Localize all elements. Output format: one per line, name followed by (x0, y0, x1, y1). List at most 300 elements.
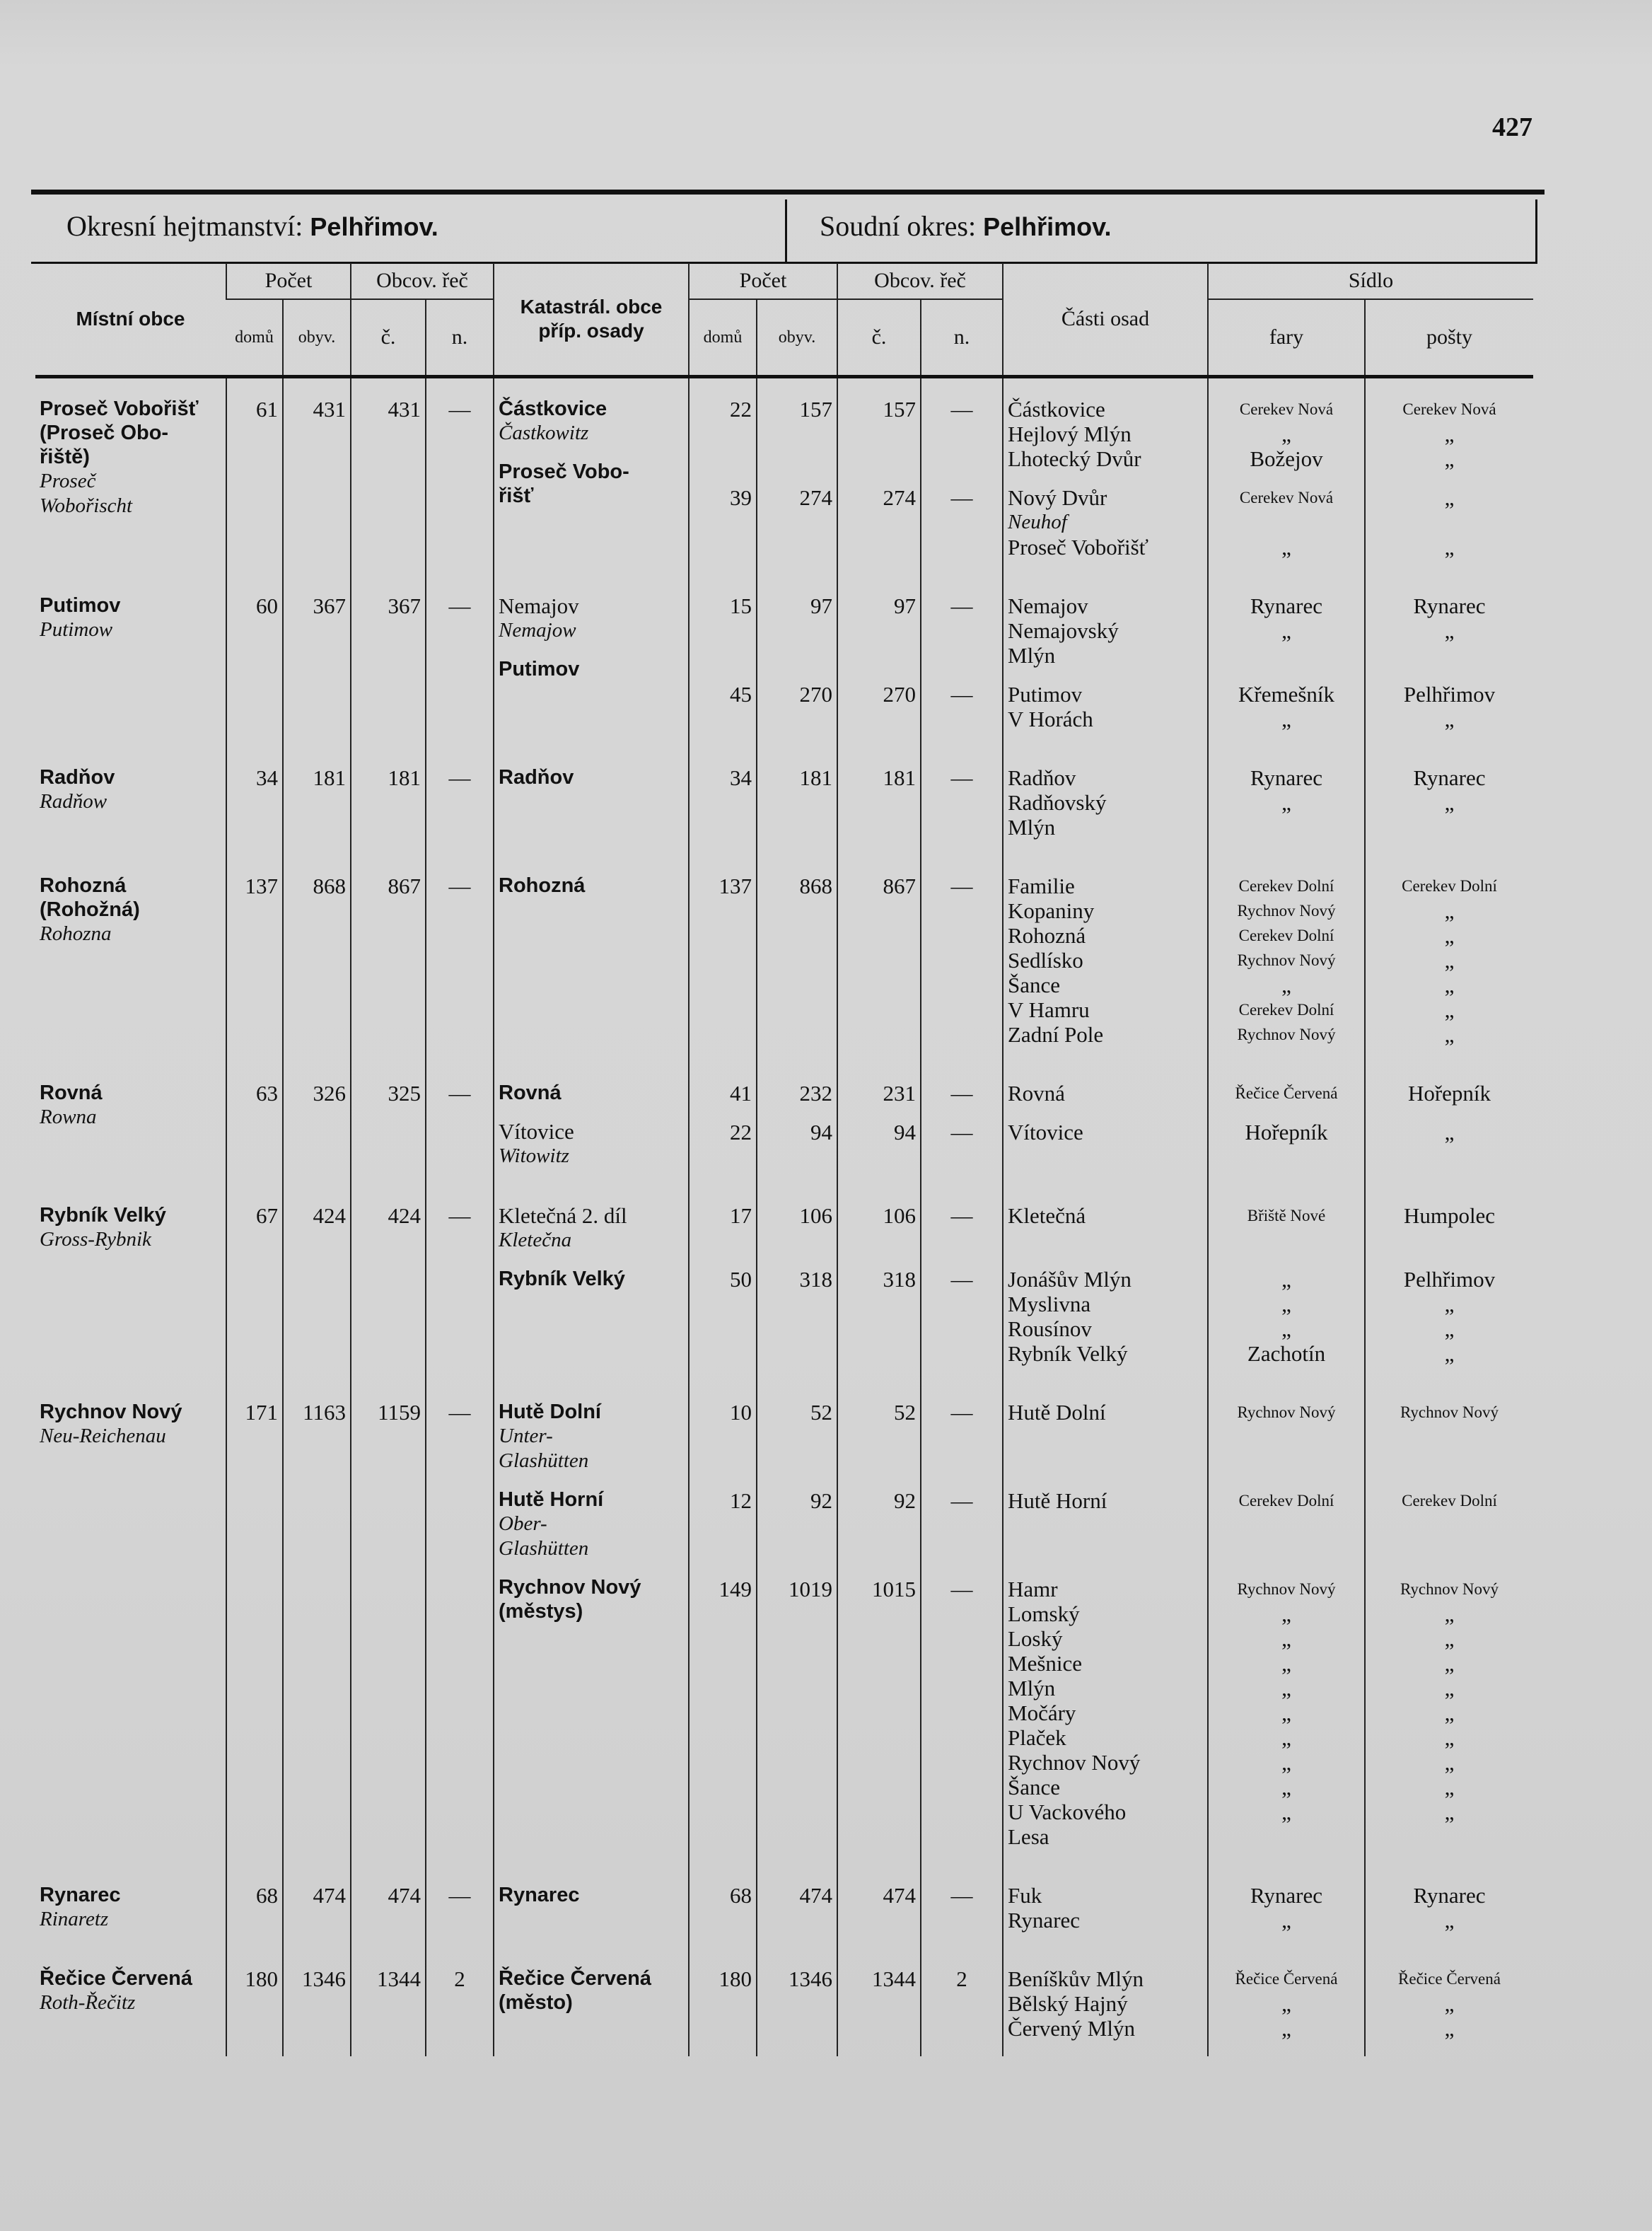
municipality-population-value: 1346 (302, 1966, 346, 1991)
spacer (1370, 1513, 1529, 1538)
municipality-czech-speakers-value: 181 (388, 765, 421, 790)
municipality-name: řiště) (40, 446, 90, 468)
cadastral-cell (494, 855, 689, 1062)
spacer (926, 1750, 998, 1775)
spacer (926, 1292, 998, 1316)
post-office-value: „ (1444, 1700, 1455, 1725)
spacer (842, 1474, 916, 1488)
cadastral-domu-value: 50 (730, 1267, 752, 1292)
post-office-value: „ (1444, 1626, 1455, 1651)
settlement-part: Lesa (1008, 1824, 1049, 1849)
municipality-population (283, 1185, 351, 1381)
spacer (762, 1800, 832, 1824)
municipality-population (283, 1865, 351, 1948)
cadastral-obyv-value: 868 (799, 874, 832, 898)
municipality-german-speakers-value: — (448, 1400, 471, 1425)
spacer (926, 1425, 998, 1449)
spacer (762, 446, 832, 471)
parish-cell (1208, 1948, 1365, 2056)
parish-value: „ (1281, 707, 1291, 731)
cadastral-name: Hutě Horní (499, 1488, 604, 1511)
spacer (926, 1626, 998, 1651)
cadastral-c-value: 1015 (872, 1577, 916, 1601)
post-office-value: Pelhřimov (1403, 682, 1496, 707)
spacer (762, 790, 832, 815)
spacer (926, 948, 998, 973)
spacer (926, 2016, 998, 2041)
municipality-czech-speakers (351, 1948, 426, 2056)
spacer (694, 1750, 752, 1775)
cadastral-houses (689, 1865, 757, 1948)
municipality-czech-speakers (351, 575, 426, 747)
municipality-name: Rychnov Nový (40, 1401, 182, 1423)
spacer (842, 948, 916, 973)
spacer (762, 1253, 832, 1267)
spacer (694, 422, 752, 446)
post-office-value: „ (1444, 1341, 1455, 1366)
spacer (1213, 1538, 1360, 1563)
district-value: Pelhřimov. (310, 212, 438, 241)
spacer (499, 1253, 684, 1267)
cadastral-domu-value: 22 (730, 397, 752, 422)
post-office-value: „ (1444, 1750, 1455, 1775)
municipality-german-speakers (426, 855, 494, 1062)
municipality-population (283, 747, 351, 855)
parish-cell (1208, 855, 1365, 1062)
col-n-2: n. (921, 299, 1003, 377)
settlement-part: Rynarec (1008, 1908, 1081, 1932)
cadastral-german-name: Častkowitz (499, 422, 589, 444)
municipality-population (283, 377, 351, 576)
spacer (926, 618, 998, 643)
spacer (694, 1626, 752, 1651)
col-pocet-2: Počet (689, 263, 837, 299)
parish-value: Cerekev Nová (1239, 489, 1334, 506)
parish-value: „ (1281, 422, 1291, 446)
parish-value: „ (1281, 973, 1291, 997)
post-office-value: „ (1444, 422, 1455, 446)
post-office-value: Rynarec (1413, 765, 1486, 790)
col-domu-1: domů (226, 299, 283, 377)
spacer (842, 1449, 916, 1474)
spacer (762, 1824, 832, 1849)
post-office-value: „ (1444, 1292, 1455, 1316)
spacer (1008, 1145, 1203, 1169)
spacer (842, 1775, 916, 1800)
settlement-part: Hamr (1008, 1577, 1058, 1601)
cadastral-n-value: — (950, 397, 973, 422)
spacer (926, 1908, 998, 1932)
spacer (842, 618, 916, 643)
col-posty: pošty (1365, 299, 1533, 377)
parish-value: Řečice Červená (1235, 1970, 1338, 1988)
municipality-cell (35, 1381, 226, 1865)
parish-value: „ (1281, 1800, 1291, 1824)
municipality-german-speakers-value: — (448, 874, 471, 898)
settlement-part: Rohozná (1008, 923, 1086, 948)
settlement-part: Vítovice (1008, 1120, 1083, 1145)
post-office-value: „ (1444, 997, 1455, 1022)
spacer (1008, 1253, 1203, 1267)
cadastral-name: Kletečná 2. díl (499, 1203, 627, 1228)
spacer (1008, 668, 1203, 682)
spacer (694, 446, 752, 471)
municipality-population-value: 474 (313, 1883, 346, 1908)
municipality-population (283, 1062, 351, 1185)
cadastral-cell (494, 1381, 689, 1865)
cadastral-population (757, 1381, 837, 1865)
municipality-german-speakers-value: — (448, 397, 471, 422)
municipality-population-value: 868 (313, 874, 346, 898)
spacer (762, 815, 832, 840)
municipality-german-speakers-value: — (448, 1203, 471, 1228)
spacer (842, 1538, 916, 1563)
spacer (842, 1800, 916, 1824)
spacer (762, 1474, 832, 1488)
spacer (842, 1316, 916, 1341)
spacer (762, 1513, 832, 1538)
post-office-value: „ (1444, 790, 1455, 815)
cadastral-german (921, 855, 1003, 1062)
cadastral-houses (689, 1948, 757, 2056)
post-office-cell (1365, 1185, 1533, 1381)
parish-value: Rychnov Nový (1237, 951, 1336, 969)
spacer (694, 1991, 752, 2016)
cadastral-cell (494, 747, 689, 855)
municipality-population-value: 424 (313, 1203, 346, 1228)
municipality-name: Rybník Velký (40, 1204, 166, 1227)
municipality-german-name: Proseč (40, 470, 96, 492)
parish-value: „ (1281, 1267, 1291, 1292)
settlement-part: Hutě Horní (1008, 1488, 1107, 1513)
post-office-value: „ (1444, 1676, 1455, 1700)
post-office-value: Rychnov Nový (1400, 1580, 1499, 1598)
parish-value: „ (1281, 1316, 1291, 1341)
post-office-cell (1365, 1865, 1533, 1948)
municipality-german-name: Rohozna (40, 922, 112, 945)
court-header (787, 199, 1537, 264)
spacer (926, 815, 998, 840)
cadastral-name: Rohozná (499, 874, 586, 897)
cadastral-german (921, 1185, 1003, 1381)
settlement-part: Hejlový Mlýn (1008, 422, 1132, 446)
spacer (694, 1228, 752, 1253)
post-office-value: „ (1444, 446, 1455, 471)
cadastral-german (921, 377, 1003, 576)
spacer (762, 510, 832, 535)
spacer (926, 1824, 998, 1849)
post-office-value: Cerekev Dolní (1402, 1492, 1497, 1509)
spacer (926, 1106, 998, 1120)
spacer (842, 1601, 916, 1626)
municipality-name: Rovná (40, 1082, 103, 1104)
cadastral-obyv-value: 318 (799, 1267, 832, 1292)
spacer (762, 535, 832, 560)
cadastral-german-name: Witowitz (499, 1145, 569, 1167)
parish-value (1213, 643, 1360, 668)
municipality-name: Řečice Červená (40, 1967, 193, 1990)
settlement-part: Červený Mlýn (1008, 2016, 1135, 2041)
parish-value: Cerekev Nová (1239, 400, 1334, 418)
table-row (35, 747, 1533, 855)
spacer (926, 668, 998, 682)
spacer (762, 1341, 832, 1366)
spacer (762, 1908, 832, 1932)
cadastral-n-value: — (950, 765, 973, 790)
parish-value: „ (1281, 1626, 1291, 1651)
spacer (1213, 1474, 1360, 1488)
parish-value: „ (1281, 1292, 1291, 1316)
cadastral-german (921, 575, 1003, 747)
post-office-value: Humpolec (1403, 1203, 1496, 1228)
spacer (694, 1601, 752, 1626)
spacer (1370, 1145, 1529, 1169)
post-office-value: „ (1444, 1120, 1455, 1145)
cadastral-domu-value: 45 (730, 682, 752, 707)
municipality-population-value: 431 (313, 397, 346, 422)
spacer (762, 973, 832, 997)
spacer (1370, 1425, 1529, 1449)
municipality-houses-value: 60 (256, 593, 278, 618)
spacer (842, 1725, 916, 1750)
municipality-german-name: Roth-Řečitz (40, 1991, 136, 2014)
settlement-part: Plaček (1008, 1725, 1066, 1750)
spacer (926, 1022, 998, 1047)
col-obcov-2: Obcov. řeč (837, 263, 1003, 299)
spacer (926, 923, 998, 948)
municipality-name: Putimov (40, 594, 121, 617)
spacer (694, 1651, 752, 1676)
municipality-czech-speakers-value: 867 (388, 874, 421, 898)
spacer (694, 618, 752, 643)
spacer (926, 446, 998, 471)
municipality-german-speakers (426, 747, 494, 855)
spacer (926, 898, 998, 923)
cadastral-n-value: — (950, 874, 973, 898)
spacer (694, 1292, 752, 1316)
cadastral-name: (městys) (499, 1600, 583, 1623)
municipality-czech-speakers (351, 855, 426, 1062)
cadastral-houses (689, 855, 757, 1062)
cadastral-german (921, 1865, 1003, 1948)
settlement-part: Kopaniny (1008, 898, 1095, 923)
municipality-german-name: Putimow (40, 618, 113, 641)
parish-value: Rychnov Nový (1237, 1403, 1336, 1421)
settlement-parts (1003, 747, 1208, 855)
spacer (926, 1474, 998, 1488)
municipality-czech-speakers (351, 1381, 426, 1865)
spacer (762, 707, 832, 731)
settlement-part: Bělský Hajný (1008, 1991, 1128, 2016)
spacer (842, 2016, 916, 2041)
municipality-czech-speakers (351, 1865, 426, 1948)
spacer (842, 923, 916, 948)
municipality-houses-value: 68 (256, 1883, 278, 1908)
spacer (1213, 1253, 1360, 1267)
spacer (694, 1145, 752, 1169)
municipality-czech-speakers-value: 367 (388, 593, 421, 618)
spacer (1370, 1449, 1529, 1474)
post-office-value: „ (1444, 1775, 1455, 1800)
municipality-population-value: 326 (313, 1081, 346, 1106)
cadastral-german-name: Glashütten (499, 1537, 589, 1560)
spacer (694, 2016, 752, 2041)
spacer (842, 815, 916, 840)
cadastral-czech (837, 575, 921, 747)
cadastral-german (921, 1948, 1003, 2056)
spacer (842, 898, 916, 923)
spacer (694, 1538, 752, 1563)
post-office-value: „ (1444, 485, 1455, 510)
spacer (694, 471, 752, 485)
settlement-part: Beníškův Mlýn (1008, 1966, 1144, 1991)
table-row (35, 575, 1533, 747)
settlement-parts (1003, 855, 1208, 1062)
post-office-value: Cerekev Dolní (1402, 877, 1497, 895)
spacer (1008, 1425, 1203, 1449)
cadastral-houses (689, 575, 757, 747)
cadastral-name: Částkovice (499, 398, 607, 420)
spacer (762, 1563, 832, 1577)
municipality-czech-speakers-value: 1344 (377, 1966, 421, 1991)
post-office-value: Rynarec (1413, 1883, 1486, 1908)
spacer (694, 948, 752, 973)
post-office-value: „ (1444, 1651, 1455, 1676)
cadastral-name: Hutě Dolní (499, 1401, 601, 1423)
post-office-value: „ (1444, 1800, 1455, 1824)
settlement-part: Neuhof (1008, 511, 1067, 533)
spacer (694, 1908, 752, 1932)
municipality-population (283, 1948, 351, 2056)
spacer (926, 1253, 998, 1267)
municipality-houses-value: 137 (245, 874, 278, 898)
spacer (842, 1106, 916, 1120)
parish-value: Křemešník (1238, 682, 1335, 707)
cadastral-n-value: — (950, 485, 973, 510)
parish-value: Rychnov Nový (1237, 1026, 1336, 1043)
cadastral-german (921, 1381, 1003, 1865)
parish-value: Břiště Nové (1247, 1207, 1326, 1224)
parish-value: „ (1281, 1750, 1291, 1775)
cadastral-cell (494, 1185, 689, 1381)
parish-value: Rychnov Nový (1237, 902, 1336, 920)
spacer (762, 997, 832, 1022)
cadastral-obyv-value: 232 (799, 1081, 832, 1106)
spacer (926, 1316, 998, 1341)
district-label: Okresní hejtmanství: (66, 210, 303, 242)
cadastral-obyv-value: 270 (799, 682, 832, 707)
spacer (842, 1145, 916, 1169)
spacer (694, 1563, 752, 1577)
spacer (842, 973, 916, 997)
municipality-cell (35, 1185, 226, 1381)
parish-cell (1208, 1062, 1365, 1185)
parish-value: Cerekev Dolní (1238, 877, 1334, 895)
municipality-german-speakers-value: — (448, 593, 471, 618)
spacer (926, 510, 998, 535)
spacer (694, 1341, 752, 1366)
cadastral-name: Putimov (499, 658, 580, 680)
parish-value: „ (1281, 1601, 1291, 1626)
municipality-german-name: Wobořischt (40, 494, 133, 517)
settlement-part: Mlýn (1008, 643, 1056, 668)
spacer (926, 1775, 998, 1800)
cadastral-population (757, 855, 837, 1062)
spacer (762, 1425, 832, 1449)
post-office-value: „ (1444, 923, 1455, 948)
cadastral-obyv-value: 92 (810, 1488, 832, 1513)
settlement-part: V Hamru (1008, 997, 1090, 1022)
spacer (762, 948, 832, 973)
parish-value (1213, 510, 1360, 535)
cadastral-population (757, 1948, 837, 2056)
cadastral-c-value: 181 (883, 765, 916, 790)
cadastral-domu-value: 12 (730, 1488, 752, 1513)
spacer (926, 1651, 998, 1676)
post-office-value: „ (1444, 948, 1455, 973)
cadastral-czech (837, 855, 921, 1062)
post-office-value: „ (1444, 1725, 1455, 1750)
parish-value: „ (1281, 790, 1291, 815)
col-n-1: n. (426, 299, 494, 377)
municipality-cell (35, 855, 226, 1062)
page-number: 427 (1492, 112, 1532, 142)
cadastral-c-value: 97 (894, 593, 916, 618)
spacer (842, 422, 916, 446)
cadastral-domu-value: 180 (719, 1966, 752, 1991)
spacer (842, 1513, 916, 1538)
cadastral-domu-value: 34 (730, 765, 752, 790)
cadastral-c-value: 318 (883, 1267, 916, 1292)
spacer (694, 973, 752, 997)
cadastral-german-name: Nemajow (499, 619, 576, 642)
table-row (35, 1185, 1533, 1381)
cadastral-c-value: 231 (883, 1081, 916, 1106)
spacer (694, 898, 752, 923)
cadastral-population (757, 1062, 837, 1185)
settlement-part: Fuk (1008, 1883, 1042, 1908)
settlement-parts (1003, 1381, 1208, 1865)
settlement-part: Rybník Velký (1008, 1341, 1128, 1366)
spacer (762, 643, 832, 668)
municipality-houses (226, 377, 283, 576)
spacer (926, 1513, 998, 1538)
spacer (694, 668, 752, 682)
cadastral-cell (494, 1948, 689, 2056)
spacer (842, 1341, 916, 1366)
municipality-german-speakers-value: 2 (454, 1966, 465, 1991)
municipality-population-value: 367 (313, 593, 346, 618)
cadastral-n-value: — (950, 682, 973, 707)
cadastral-c-value: 52 (894, 1400, 916, 1425)
spacer (762, 1316, 832, 1341)
spacer (926, 1145, 998, 1169)
settlement-part: Proseč Vobořišť (1008, 535, 1148, 560)
cadastral-n-value: — (950, 1577, 973, 1601)
spacer (694, 707, 752, 731)
post-office-value: Rychnov Nový (1400, 1403, 1499, 1421)
spacer (1008, 1449, 1203, 1474)
settlement-parts (1003, 1062, 1208, 1185)
municipality-german-speakers-value: — (448, 1883, 471, 1908)
settlement-part: Lhotecký Dvůr (1008, 446, 1141, 471)
municipality-german-speakers (426, 1948, 494, 2056)
settlement-part: Mlýn (1008, 815, 1056, 840)
municipality-cell (35, 575, 226, 747)
municipality-german-speakers (426, 377, 494, 576)
municipality-houses-value: 171 (245, 1400, 278, 1425)
col-obyv-2: obyv. (757, 299, 837, 377)
